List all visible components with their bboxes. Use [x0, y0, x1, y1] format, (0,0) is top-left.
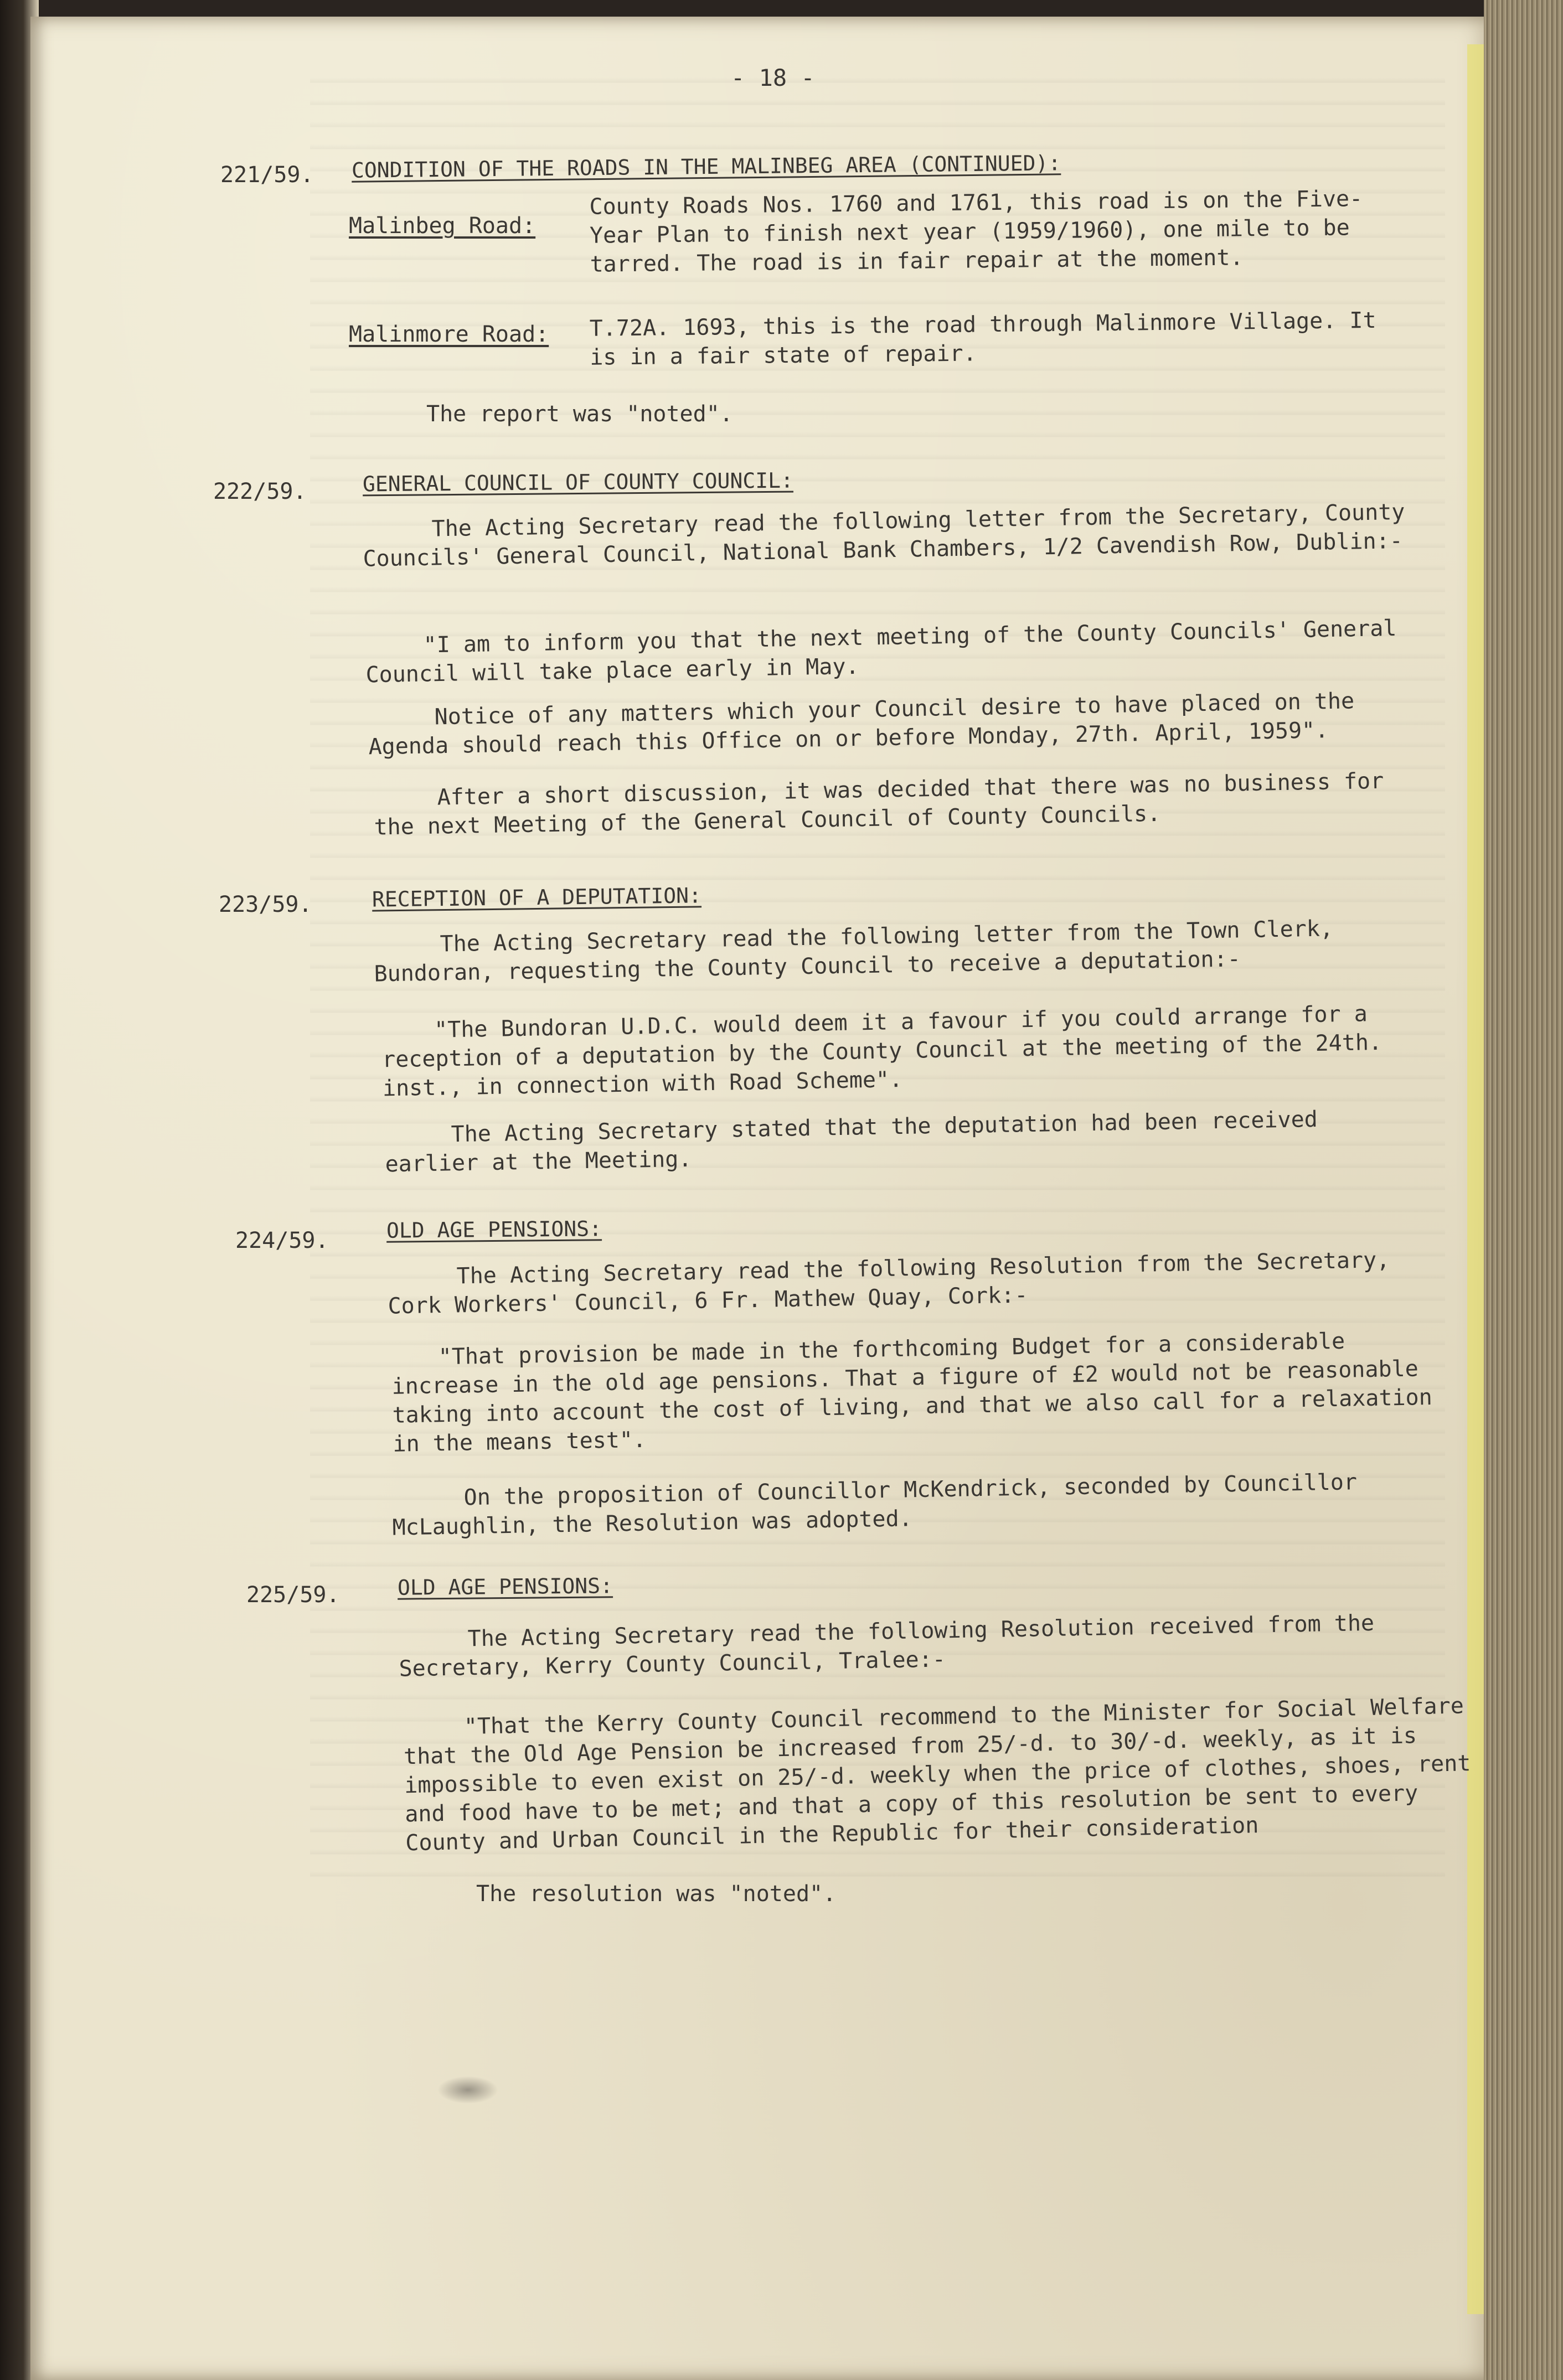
entry-heading: RECEPTION OF A DEPUTATION: [372, 883, 702, 912]
road-description [589, 306, 1409, 371]
paragraph [373, 766, 1426, 841]
paragraph-text: Notice of any matters which your Council desire to have placed on the Agenda should reach this Office on or before Monday, 27th. April, 1959". [368, 688, 1355, 760]
quoted-letter [381, 999, 1423, 1103]
paragraph-text: "That provision be made in the forthcoming Budget for a considerable increase in the old age pensions. That a figure of £2 would not be reasonable taking into account the cost of living, and that we also call for a relaxation in the means test". [391, 1328, 1433, 1457]
paragraph [398, 1607, 1451, 1683]
paragraph [426, 400, 1368, 428]
road-label: Malinbeg Road: [349, 213, 536, 239]
quoted-letter [391, 1325, 1456, 1458]
entry-number: 222/59. [213, 479, 307, 504]
paragraph-text: The Acting Secretary read the following letter from the Secretary, County Councils' General Council, National Bank Chambers, 1/2 Cavendish Row, Dublin:- [363, 499, 1405, 572]
road-description-text: County Roads Nos. 1760 and 1761, this road is on the Five-Year Plan to finish next year (1959/1960), one mile to be tarred. The road is in fair repair at the moment. [589, 186, 1363, 277]
paragraph-text: The report was "noted". [426, 401, 733, 427]
paragraph-text: After a short discussion, it was decided that there was no business for the next Meeting of the General Council of County Councils. [374, 768, 1384, 840]
entry-heading: GENERAL COUNCIL OF COUNTY COUNCIL: [362, 468, 794, 497]
paragraph-text: "That the Kerry County Council recommend to the Minister for Social Welfare that the Old Age Pension be increased from 25/-d. to 30/-d. weekly, as it is impossible to even exist on 25/-d. weekly when the price of clothes, shoes, rent and food have to be met; and that a copy of this resolution be sent to every County and Urban Council in the Republic for their consideration [403, 1693, 1471, 1856]
paragraph-text: On the proposition of Councillor McKendrick, seconded by Councillor McLaughlin, the Resolution was adopted. [392, 1469, 1358, 1541]
entry-heading: CONDITION OF THE ROADS IN THE MALINBEG AREA (CONTINUED): [351, 151, 1061, 183]
paragraph [384, 1104, 1360, 1179]
quoted-letter [365, 614, 1407, 690]
paragraph-text: "I am to inform you that the next meeting of the County Councils' General Council will take place early in May. [365, 615, 1397, 688]
road-description-text: T.72A. 1693, this is the road through Malinmore Village. It is in a fair state of repair. [589, 307, 1376, 370]
paragraph-text: The resolution was "noted". [476, 1881, 837, 1907]
paragraph-text: The Acting Secretary read the following letter from the Town Clerk, Bundoran, requesting the County Council to receive a deputation:- [374, 916, 1334, 987]
quoted-letter [368, 686, 1410, 762]
paragraph-text: The Acting Secretary read the following Resolution from the Secretary, Cork Workers' Council, 6 Fr. Mathew Quay, Cork:- [388, 1247, 1390, 1319]
paragraph [373, 912, 1426, 988]
paragraph [407, 1880, 1237, 1908]
entry-number: 224/59. [235, 1228, 329, 1253]
paragraph [391, 1466, 1445, 1542]
page-number: - 18 - [731, 64, 815, 91]
paragraph-text: "The Bundoran U.D.C. would deem it a favour if you could arrange for a reception of a deputation by the County Council at the meeting of the 24th. inst., in connection with Road Scheme". [381, 1001, 1383, 1102]
entry-heading: OLD AGE PENSIONS: [397, 1573, 613, 1600]
paragraph-text: The Acting Secretary stated that the deputation had been received earlier at the Meeting. [385, 1106, 1318, 1178]
quoted-letter [403, 1691, 1485, 1858]
entry-heading: OLD AGE PENSIONS: [386, 1216, 602, 1243]
entry-number: 225/59. [246, 1582, 340, 1608]
entry-number: 221/59. [220, 162, 314, 188]
paragraph [387, 1245, 1440, 1320]
road-description [589, 184, 1410, 278]
paragraph-text: The Acting Secretary read the following Resolution received from the Secretary, Kerry County Council, Tralee:- [399, 1610, 1375, 1682]
road-label: Malinmore Road: [349, 322, 549, 347]
paragraph [362, 497, 1426, 573]
entry-number: 223/59. [219, 892, 312, 917]
